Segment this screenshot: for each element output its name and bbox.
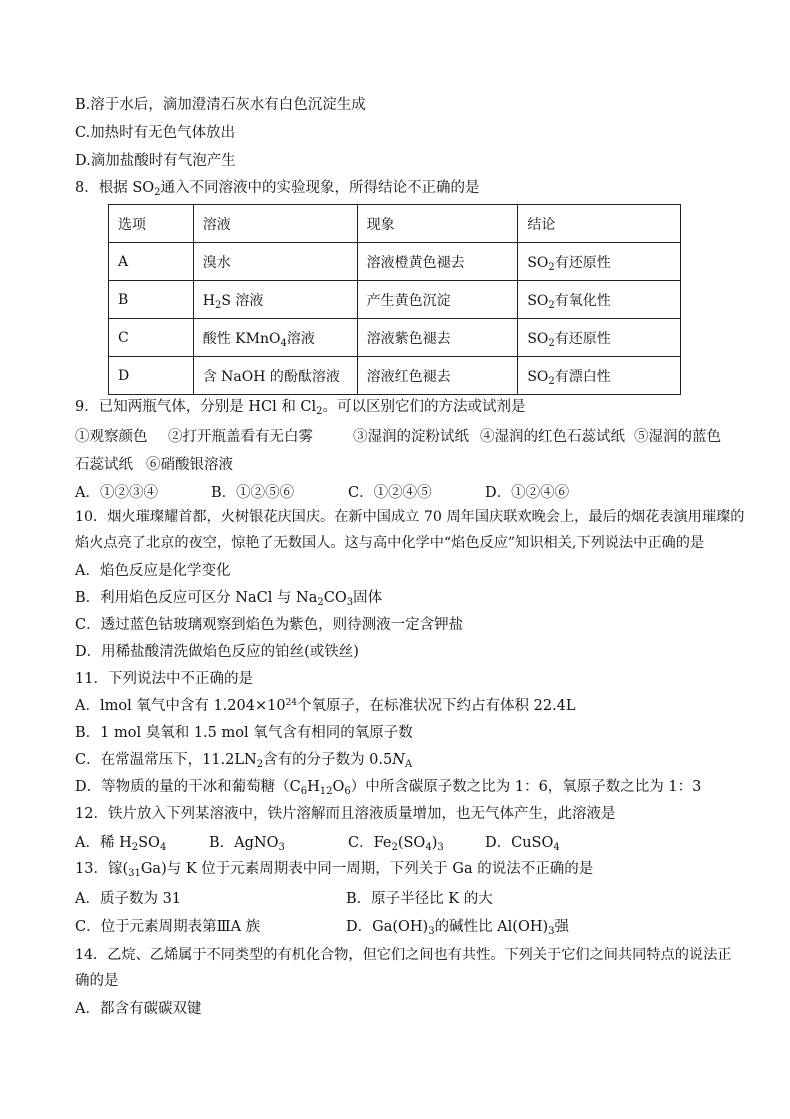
q9-stem <box>75 397 526 417</box>
table-cell-option: B <box>109 281 194 319</box>
q14-stem-line-2: 确的是 <box>75 973 119 989</box>
table-cell-solution <box>193 319 357 357</box>
q13-option-a: A．质子数为 31 <box>75 891 182 907</box>
table-header-row <box>109 205 681 243</box>
cell-text: 溴水 <box>202 254 231 271</box>
q11-option-d-text: D．等物质的量的干冰和葡萄糖（C <box>75 779 301 795</box>
table-cell-phenomenon: 产生黄色沉淀 <box>357 281 518 319</box>
q10-option-b <box>75 588 382 608</box>
q12-option-a-text: A．稀 H <box>75 835 132 851</box>
q13-stem <box>75 859 593 879</box>
table-row <box>109 319 681 357</box>
q11-option-b: B．1 mol 臭氧和 1.5 mol 氧气含有相同的氧原子数 <box>75 725 413 741</box>
q10-option-b-text: 固体 <box>353 590 383 606</box>
cell-sub: 2 <box>548 299 555 311</box>
cell-sub: 2 <box>548 375 555 387</box>
sub-text: 3 <box>346 597 354 608</box>
sup-text: 24 <box>285 698 298 708</box>
q11-stem: 11．下列说法中不正确的是 <box>75 671 253 687</box>
cell-text: S 溶液 <box>221 292 264 309</box>
q9-method-3: ③湿润的淀粉试纸 <box>353 429 469 445</box>
q14-option-a: A．都含有碳碳双键 <box>75 1001 202 1017</box>
sub-text: 2 <box>391 842 398 853</box>
q8-stem-sub: 2 <box>154 187 161 198</box>
sub-text: 4 <box>159 842 167 853</box>
q12-option-a-text: SO <box>138 835 160 851</box>
q13-stem-text: Ga)与 K 位于元素周期表中同一周期，下列关于 Ga 的说法不正确的是 <box>140 861 594 877</box>
table-row <box>109 357 681 395</box>
q13-stem-text: 13．镓( <box>75 861 129 877</box>
q14-stem-line-1: 14．乙烷、乙烯属于不同类型的有机化合物，但它们之间也有共性。下列关于它们之间共同特点的说法正 <box>75 947 732 963</box>
q7-option-d: D.滴加盐酸时有气泡产生 <box>75 153 236 169</box>
q13-option-d-text: 强 <box>554 919 570 935</box>
q11-option-a-text: 个氧原子，在标准状况下约占有体积 22.4L <box>297 698 576 714</box>
table-cell-option: A <box>109 243 194 281</box>
table-cell-conclusion <box>518 319 681 357</box>
cell-text: SO <box>527 368 549 385</box>
table-cell-option: D <box>109 357 194 395</box>
q12-stem: 12．铁片放入下列某溶液中，铁片溶解而且溶液质量增加，也无气体产生，此溶液是 <box>75 806 616 822</box>
q7-option-b: B.溶于水后，滴加澄清石灰水有白色沉淀生成 <box>75 97 366 113</box>
table-header-cell: 溶液 <box>193 205 357 243</box>
cell-text: 有漂白性 <box>554 368 611 385</box>
cell-text: 溶液 <box>286 330 315 347</box>
cell-sub: 2 <box>548 337 555 349</box>
sub-text: 3 <box>437 842 444 853</box>
q9-option-a: A．①②③④ <box>75 485 158 501</box>
q12-option-c-text: ) <box>431 835 438 851</box>
cell-text: SO <box>527 254 549 271</box>
sub-text: 6 <box>300 786 308 797</box>
sub-text: 2 <box>317 597 324 608</box>
table-cell-conclusion <box>518 243 681 281</box>
cell-sub: 2 <box>214 299 222 311</box>
cell-text: 有还原性 <box>554 330 611 347</box>
sub-text: 4 <box>425 842 432 853</box>
q13-option-d-text: 的碱性比 Al(OH) <box>434 919 549 935</box>
table-cell-solution <box>193 243 357 281</box>
q9-option-b: B．①②⑤⑥ <box>211 485 295 501</box>
table-cell-conclusion <box>518 357 681 395</box>
q9-option-d: D．①②④⑥ <box>485 485 570 501</box>
q8-table <box>108 204 681 395</box>
cell-text: 有还原性 <box>554 254 611 271</box>
q13-option-b: B．原子半径比 K 的大 <box>346 891 493 907</box>
cell-text: SO <box>527 330 549 347</box>
avogadro-symbol: N <box>392 752 405 768</box>
q13-option-c: C．位于元素周期表第ⅢA 族 <box>75 919 261 935</box>
q11-option-c-text: 含有的分子数为 0.5 <box>263 752 393 768</box>
q11-option-a <box>75 696 576 716</box>
cell-text: SO <box>527 292 549 309</box>
q10-option-b-text: CO <box>323 590 347 606</box>
q9-option-c: C．①②④⑤ <box>348 485 432 501</box>
q9-stem-text-2: 。可以区别它们的方法或试剂是 <box>322 399 526 415</box>
q12-option-c <box>348 831 444 852</box>
cell-sub: 2 <box>548 261 555 273</box>
q8-stem-text: 8．根据 SO <box>75 180 155 196</box>
table-cell-conclusion <box>518 281 681 319</box>
q12-option-b <box>209 831 285 852</box>
q8-stem-text-2: 通入不同溶液中的实验现象，所得结论不正确的是 <box>160 180 480 196</box>
sub-text: 3 <box>548 926 555 937</box>
q12-option-d <box>485 831 560 852</box>
q9-method-1: ①观察颜色 <box>75 429 148 445</box>
q9-method-5-cont: 石蕊试纸 <box>75 457 133 473</box>
sub-text: 31 <box>128 868 141 879</box>
cell-text: 含 NaOH 的酚酞溶液 <box>202 368 340 385</box>
q11-option-c-text: C．在常温常压下，11.2LN <box>75 752 257 768</box>
q11-option-d-text: H <box>307 779 320 795</box>
cell-text: 酸性 KMnO <box>202 330 281 347</box>
table-row <box>109 243 681 281</box>
q8-stem <box>75 178 480 198</box>
table-cell-phenomenon: 溶液橙黄色褪去 <box>357 243 518 281</box>
q10-stem-line-2: 焰火点亮了北京的夜空，惊艳了无数国人。这与高中化学中“焰色反应”知识相关,下列说法中正确的是 <box>75 535 705 551</box>
sub-text: A <box>404 759 413 770</box>
table-cell-solution <box>193 357 357 395</box>
sub-text: 2 <box>131 842 139 853</box>
cell-text: 有氧化性 <box>554 292 611 309</box>
q9-stem-text: 9．已知两瓶气体，分别是 HCl 和 Cl <box>75 399 317 415</box>
q12-option-c-text: C．Fe <box>348 835 392 851</box>
q13-option-d <box>346 915 569 936</box>
q13-option-d-text: D．Ga(OH) <box>346 919 429 935</box>
table-cell-phenomenon: 溶液紫色褪去 <box>357 319 518 357</box>
sub-text: 3 <box>278 842 285 853</box>
q12-option-b-text: B．AgNO <box>209 835 279 851</box>
q12-option-c-text: (SO <box>397 835 426 851</box>
sub-text: 12 <box>319 786 333 797</box>
q11-option-d <box>75 777 701 797</box>
sub-text: 3 <box>428 926 435 937</box>
q12-option-d-text: D．CuSO <box>485 835 554 851</box>
table-cell-phenomenon: 溶液红色褪去 <box>357 357 518 395</box>
q11-option-a-text: A．lmol 氧气中含有 1.204×10 <box>75 698 286 714</box>
q9-method-6: ⑥硝酸银溶液 <box>146 457 233 473</box>
table-header-cell: 现象 <box>357 205 518 243</box>
table-cell-solution <box>193 281 357 319</box>
cell-text: H <box>202 292 215 309</box>
q9-method-4: ④湿润的红色石蕊试纸 <box>480 429 625 445</box>
table-row <box>109 281 681 319</box>
q10-stem-line-1: 10．烟火璀璨耀首都，火树银花庆国庆。在新中国成立 70 周年国庆联欢晚会上，最后的烟花表演用璀璨的 <box>75 509 745 525</box>
q7-option-c: C.加热时有无色气体放出 <box>75 125 236 141</box>
sub-text: 6 <box>344 786 351 797</box>
q12-option-a <box>75 831 166 852</box>
sub-text: 4 <box>553 842 560 853</box>
sub-text: 2 <box>256 759 264 770</box>
q9-method-2: ②打开瓶盖看有无白雾 <box>168 429 313 445</box>
q11-option-c <box>75 750 412 770</box>
q10-option-d: D．用稀盐酸清洗做焰色反应的铂丝(或铁丝) <box>75 644 359 660</box>
q9-method-5: ⑤湿润的蓝色 <box>634 429 721 445</box>
table-header-cell: 结论 <box>518 205 681 243</box>
cell-sub: 4 <box>280 337 287 349</box>
q11-option-d-text: O <box>332 779 345 795</box>
q10-option-c: C．透过蓝色钴玻璃观察到焰色为紫色，则待测液一定含钾盐 <box>75 617 464 633</box>
q11-option-d-text: ）中所含碳原子数之比为 1：6，氧原子数之比为 1：3 <box>350 779 702 795</box>
q10-option-a: A．焰色反应是化学变化 <box>75 563 231 579</box>
table-header-cell: 选项 <box>109 205 194 243</box>
q10-option-b-text: B．利用焰色反应可区分 NaCl 与 Na <box>75 590 318 606</box>
q9-stem-sub: 2 <box>316 406 323 417</box>
table-cell-option: C <box>109 319 194 357</box>
